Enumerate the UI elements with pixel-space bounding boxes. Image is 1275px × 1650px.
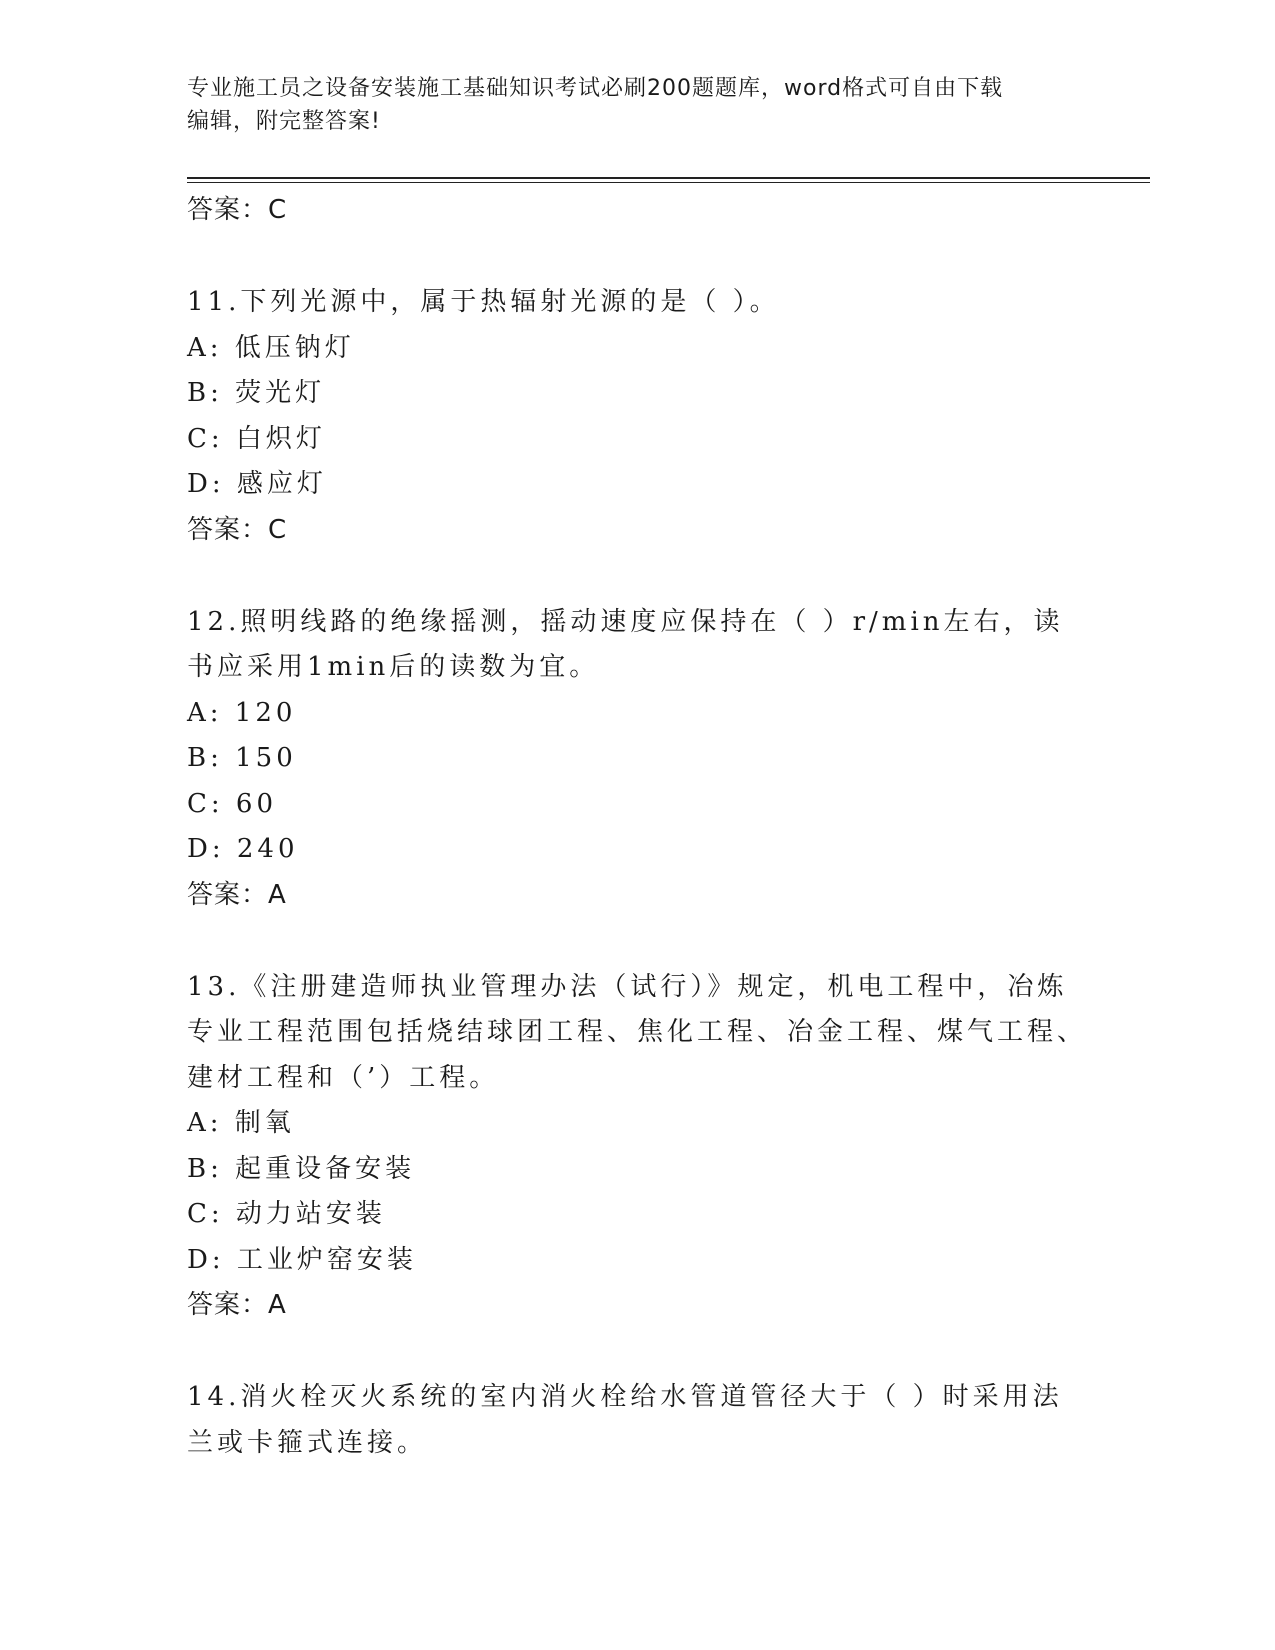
question-11 xyxy=(187,280,1087,553)
option-d: D: 240 xyxy=(187,834,299,864)
option-c: C: 动力站安装 xyxy=(187,1199,386,1229)
header-rule-thick xyxy=(187,177,1150,179)
option-b: B: 起重设备安装 xyxy=(187,1153,416,1184)
question-13 xyxy=(187,965,1087,1329)
question-14 xyxy=(187,1375,1087,1466)
document-header xyxy=(187,72,1087,138)
option-a: A: 120 xyxy=(187,697,297,728)
answer-line: 答案：A xyxy=(187,1290,287,1320)
option-c: C: 60 xyxy=(187,788,278,819)
document-body xyxy=(187,188,1087,1466)
option-b: B: 150 xyxy=(187,743,297,773)
option-d: D: 工业炉窑安装 xyxy=(187,1244,417,1275)
answer-line: 答案：C xyxy=(187,514,288,545)
option-b: B: 荧光灯 xyxy=(187,378,326,408)
answer-line: 答案：C xyxy=(187,195,288,225)
question-stem: 12.照明线路的绝缘摇测，摇动速度应保持在（ ）r/min左右，读书应采用1min后的读数为宜。 xyxy=(187,606,1064,682)
question-stem: 11.下列光源中，属于热辐射光源的是（ ）。 xyxy=(187,287,780,317)
option-a: A: 制氧 xyxy=(187,1108,295,1138)
question-12 xyxy=(187,600,1087,918)
header-line-1: 专业施工员之设备安装施工基础知识考试必刷200题题库，word格式可自由下载 xyxy=(187,76,1004,101)
answer-line: 答案：A xyxy=(187,879,287,910)
question-stem: 14.消火栓灭火系统的室内消火栓给水管道管径大于（ ）时采用法兰或卡箍式连接。 xyxy=(187,1382,1063,1458)
header-line-2: 编辑，附完整答案! xyxy=(187,109,381,134)
option-a: A: 低压钠灯 xyxy=(187,332,355,363)
option-c: C: 白炽灯 xyxy=(187,423,326,454)
question-stem: 13.《注册建造师执业管理办法（试行）》规定，机电工程中，冶炼专业工程范围包括烧结球团工程、焦化工程、冶金工程、煤气工程、建材工程和（’）工程。 xyxy=(187,971,1088,1093)
option-d: D: 感应灯 xyxy=(187,469,327,499)
header-rule-thin xyxy=(187,182,1150,183)
